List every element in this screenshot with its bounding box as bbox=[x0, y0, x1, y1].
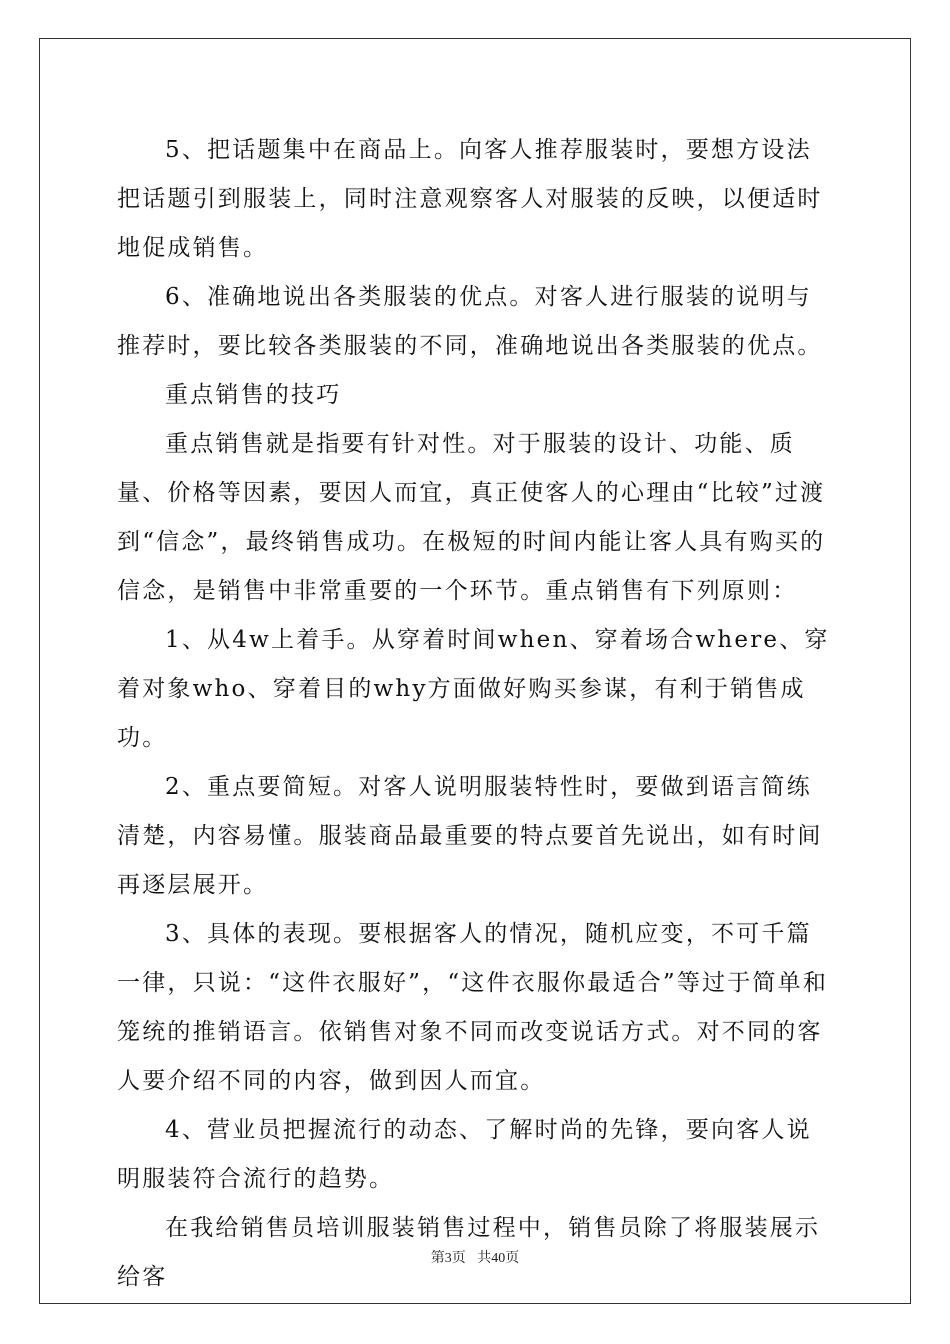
paragraph-principle-1: 1、从4w上着手。从穿着时间when、穿着场合where、穿着对象who、穿着目的why方面做好购买参谋，有利于销售成功。 bbox=[117, 627, 830, 751]
paragraph-intro: 重点销售就是指要有针对性。对于服装的设计、功能、质量、价格等因素，要因人而宜，真正使客人的心理由“比较”过渡到“信念”，最终销售成功。在极短的时间内能让客人具有购买的信念，是销售中非常重要的一个环节。重点销售有下列原则： bbox=[117, 431, 826, 604]
paragraph-tip-5: 5、把话题集中在商品上。向客人推荐服装时，要想方设法把话题引到服装上，同时注意观察客人对服装的反映，以便适时地促成销售。 bbox=[117, 137, 823, 261]
section-heading: 重点销售的技巧 bbox=[165, 382, 342, 408]
current-page-label: 第3页 bbox=[430, 1251, 466, 1266]
document-body bbox=[117, 126, 837, 1302]
paragraph-tip-6: 6、准确地说出各类服装的优点。对客人进行服装的说明与推荐时，要比较各类服装的不同，准确地说出各类服装的优点。 bbox=[117, 284, 823, 359]
paragraph-principle-3: 3、具体的表现。要根据客人的情况，随机应变，不可千篇一律，只说：“这件衣服好”，“这件衣服你最适合”等过于简单和笼统的推销语言。依销售对象不同而改变说话方式。对不同的客人要介绍不同的内容，做到因人而宜。 bbox=[117, 921, 829, 1094]
paragraph-principle-4: 4、营业员把握流行的动态、了解时尚的先锋，要向客人说明服装符合流行的趋势。 bbox=[117, 1117, 812, 1192]
paragraph-training: 在我给销售员培训服装销售过程中，销售员除了将服装展示给客 bbox=[117, 1215, 821, 1290]
paragraph-principle-2: 2、重点要简短。对客人说明服装特性时，要做到语言简练清楚，内容易懂。服装商品最重要的特点要首先说出，如有时间再逐层展开。 bbox=[117, 774, 823, 898]
total-pages-label: 共40页 bbox=[477, 1251, 520, 1266]
page-footer bbox=[0, 1247, 950, 1267]
